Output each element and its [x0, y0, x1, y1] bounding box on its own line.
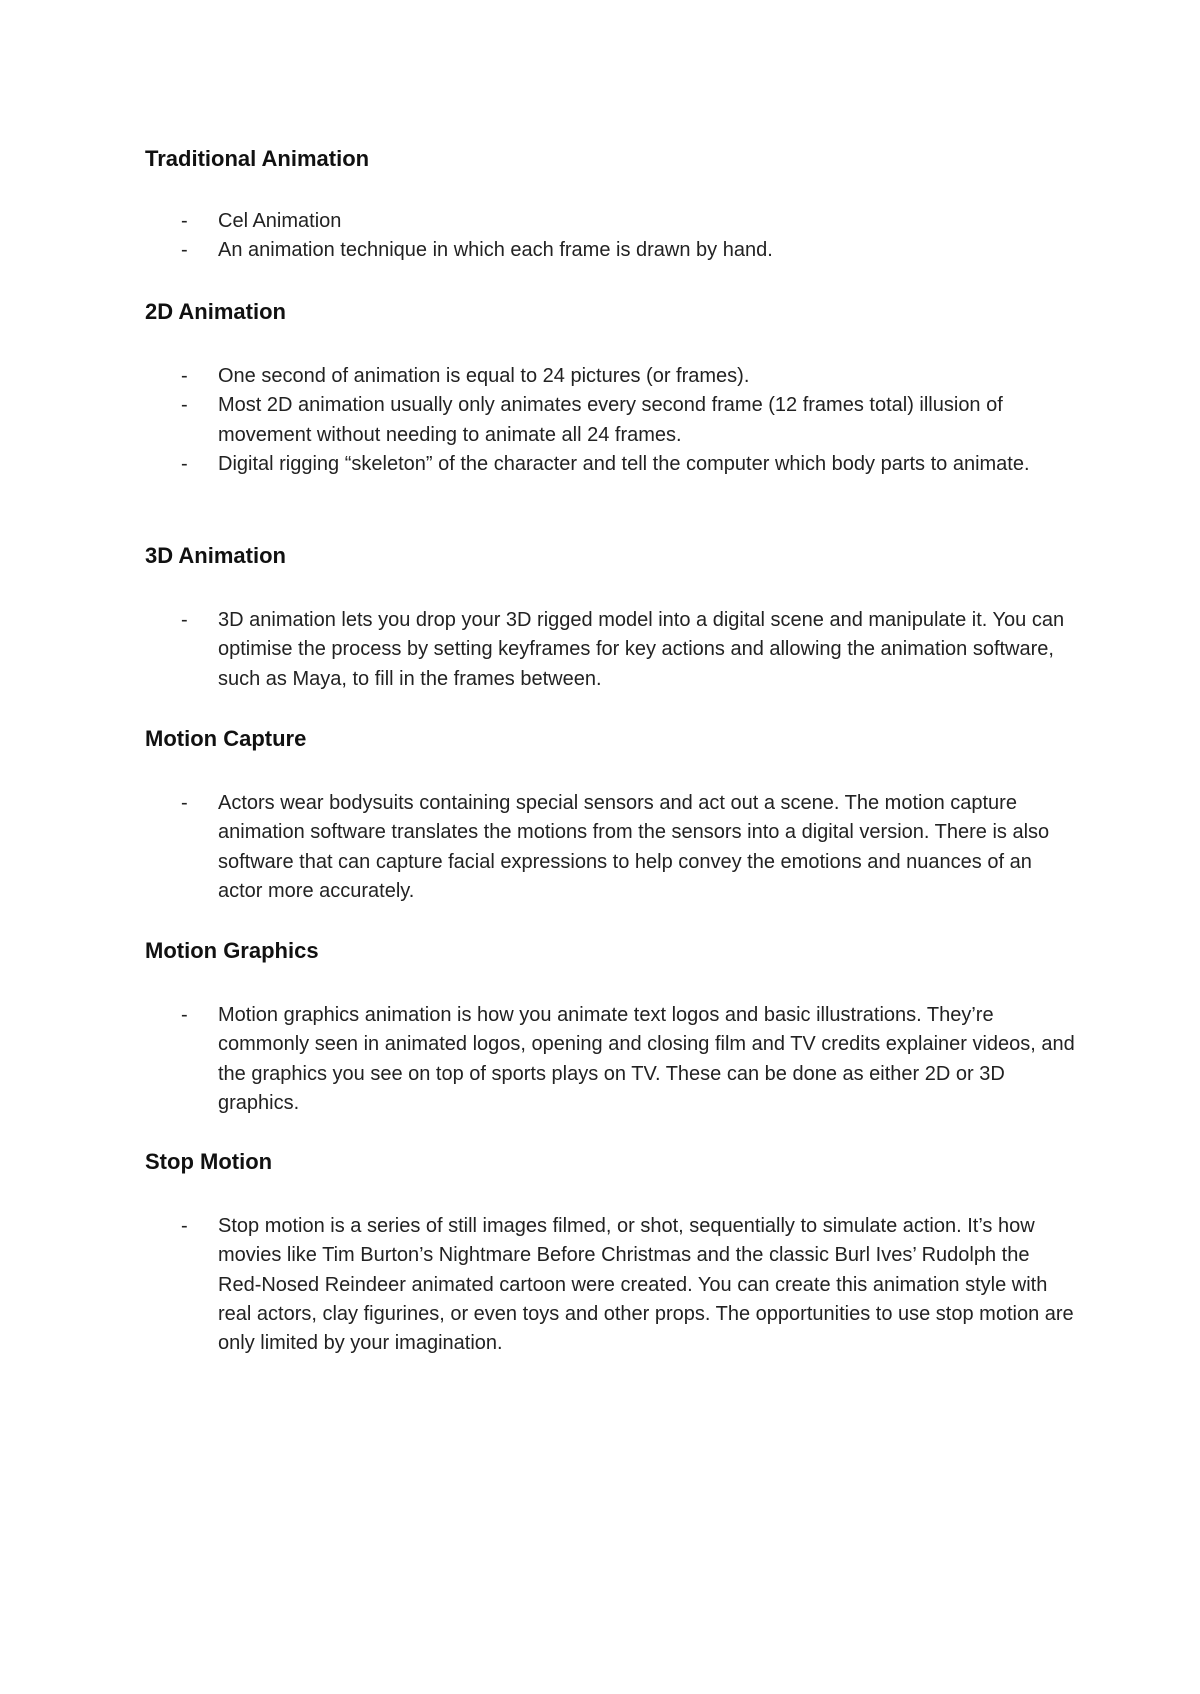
bullet-marker: -	[181, 394, 188, 417]
bullet-marker: -	[181, 452, 188, 475]
section-heading: Motion Graphics	[145, 938, 319, 963]
section-heading: Traditional Animation	[145, 146, 370, 171]
section-heading: 3D Animation	[145, 543, 286, 568]
bullet-list	[145, 362, 1075, 479]
bullet-text: One second of animation is equal to 24 pictures (or frames).	[218, 365, 750, 387]
bullet-marker: -	[181, 365, 188, 387]
bullet-text: Most 2D animation usually only animates every second frame (12 frames total) illusion of movement without needing to animate all 24 frames.	[218, 394, 1003, 446]
section-traditional-animation	[145, 144, 1075, 262]
bullet-marker: -	[181, 792, 188, 814]
section-heading: 2D Animation	[145, 299, 286, 324]
bullet-marker: -	[181, 609, 188, 631]
list-item	[145, 450, 1075, 479]
section-motion-graphics	[145, 936, 1075, 1114]
list-item	[145, 789, 1075, 906]
bullet-text: Stop motion is a series of still images filmed, or shot, sequentially to simulate action. It’s how movies like Tim Burton’s Nightmare Before Christmas and the classic Burl Ives’ Rudolph the Red-Nosed Reindeer animated cartoon were created. You can create this animation style with real actors, clay figurines, or even toys and other props. The opportunities to use stop motion are only limited by your imagination.	[218, 1215, 1074, 1355]
bullet-marker: -	[181, 210, 188, 232]
bullet-text: 3D animation lets you drop your 3D rigged model into a digital scene and manipulate it. You can optimise the process by setting keyframes for key actions and allowing the animation software, such as Maya, to fill in the frames between.	[218, 609, 1065, 690]
section-2d-animation	[145, 297, 1075, 475]
list-item	[145, 1001, 1075, 1118]
bullet-marker: -	[181, 1004, 188, 1026]
bullet-text: Digital rigging “skeleton” of the character and tell the computer which body parts to animate.	[218, 452, 1030, 475]
section-stop-motion	[145, 1147, 1075, 1355]
bullet-text: Motion graphics animation is how you animate text logos and basic illustrations. They’re commonly seen in animated logos, opening and closing film and TV credits explainer videos, and the graphics you see on top of sports plays on TV. These can be done as either 2D or 3D graphics.	[218, 1004, 1075, 1114]
section-heading: Motion Capture	[145, 726, 307, 751]
section-motion-capture	[145, 724, 1075, 902]
bullet-marker: -	[181, 1215, 188, 1237]
list-item	[145, 236, 1075, 265]
bullet-text: Actors wear bodysuits containing special sensors and act out a scene. The motion capture animation software translates the motions from the sensors into a digital version. There is also software that can capture facial expressions to help convey the emotions and nuances of an actor more accurately.	[218, 792, 1050, 902]
bullet-list	[145, 207, 1075, 266]
list-item	[145, 391, 1075, 450]
section-heading: Stop Motion	[145, 1149, 273, 1174]
bullet-text: Cel Animation	[218, 210, 342, 232]
bullet-list	[145, 1001, 1075, 1118]
bullet-list	[145, 1212, 1075, 1358]
bullet-marker: -	[181, 239, 188, 262]
bullet-list	[145, 789, 1075, 906]
list-item	[145, 207, 1075, 236]
bullet-text: An animation technique in which each frame is drawn by hand.	[218, 239, 773, 262]
bullet-list	[145, 606, 1075, 694]
list-item	[145, 362, 1075, 391]
section-3d-animation	[145, 541, 1075, 690]
list-item	[145, 606, 1075, 694]
list-item	[145, 1212, 1075, 1358]
